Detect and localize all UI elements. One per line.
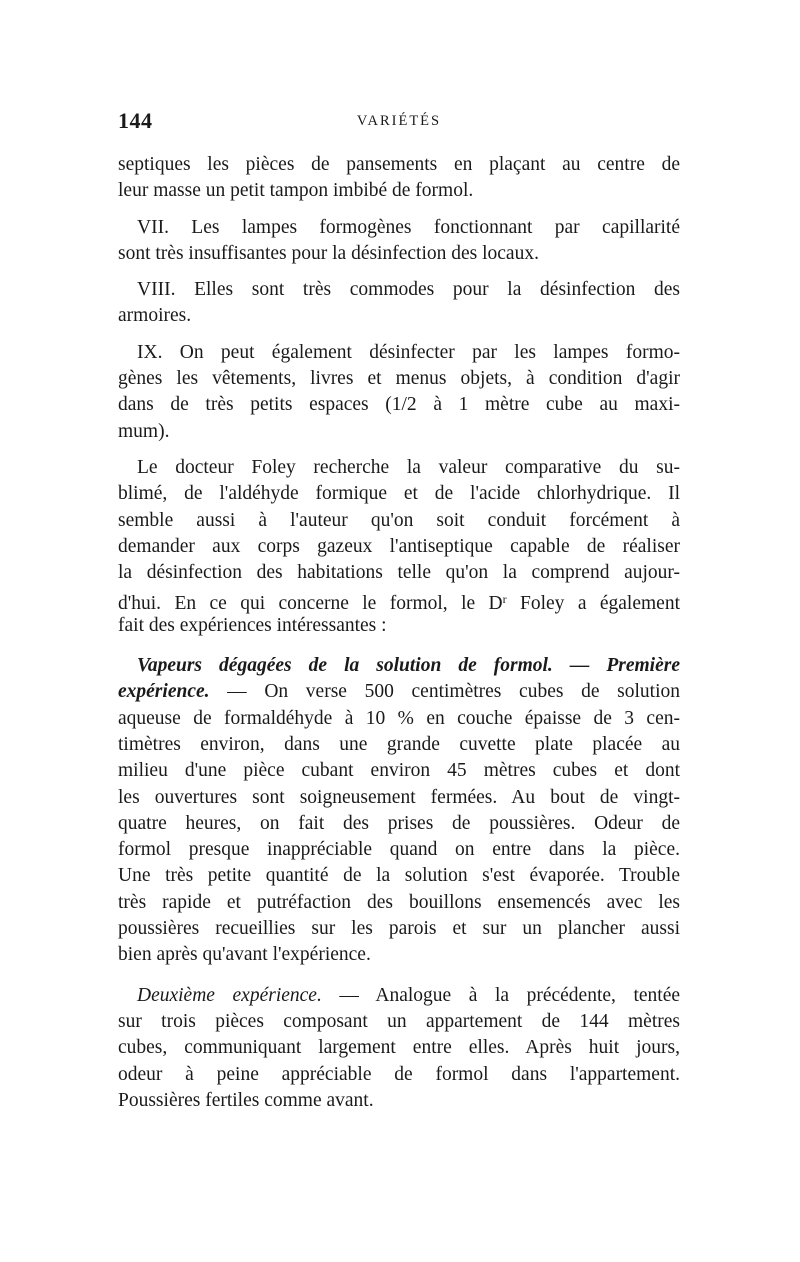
text-line: sont très insuffisantes pour la désinfection des locaux. [118,242,539,264]
text-line: odeur à peine appréciable de formol dans l'appartement. [118,1063,680,1085]
text-line: sur trois pièces composant un appartement de 144 mètres [118,1010,680,1032]
text-line: Poussières fertiles comme avant. [118,1089,374,1111]
running-head: VARIÉTÉS [356,113,442,129]
superscript: r [502,592,507,607]
text-line: timètres environ, dans une grande cuvette plate placée au [118,733,680,755]
text-line: aqueuse de formaldéhyde à 10 % en couche épaisse de 3 cen- [118,707,680,729]
text-line [118,983,680,1009]
text-line: Le docteur Foley recherche la valeur comparative du su- [137,456,680,478]
page-header [118,108,680,138]
text-line: gènes les vêtements, livres et menus objets, à condition d'agir [118,368,680,390]
text-line: fait des expériences intéressantes : [118,614,387,636]
text-line: quatre heures, on fait des prises de poussières. Odeur de [118,812,680,834]
text-line: poussières recueillies sur les parois et sur un plancher aussi [118,918,680,940]
text-line: VIII. Elles sont très commodes pour la désinfection des [137,279,680,301]
text-line: formol presque inappréciable quand on entre dans la pièce. [118,839,680,861]
text-line: les ouvertures sont soigneusement fermées. Au bout de vingt- [118,786,680,808]
text-line: demander aux corps gazeux l'antiseptique capable de réaliser [118,535,680,557]
text-line: septiques les pièces de pansements en plaçant au centre de [118,154,680,175]
text-line: semble aussi à l'auteur qu'on soit conduit forcément à [118,509,680,531]
text-line: IX. On peut également désinfecter par les lampes formo- [137,341,680,363]
text-line: bien après qu'avant l'expérience. [118,944,371,966]
text-segment: Foley a également [506,593,680,615]
text-line: dans de très petits espaces (1/2 à 1 mètre cube au maxi- [118,394,680,416]
text-line: la désinfection des habitations telle qu'on la comprend aujour- [118,562,680,584]
page-number: 144 [118,108,153,133]
text-line [118,586,680,615]
text-segment: — Analogue à la précédente, tentée [321,984,681,1006]
text-line: blimé, de l'aldéhyde formique et de l'acide chlorhydrique. Il [118,483,680,505]
text-line: cubes, communiquant largement entre elles. Après huit jours, [118,1037,680,1059]
text-line: mum). [118,420,170,442]
body-text [118,152,680,1114]
section-heading: expérience. [118,681,210,703]
text-line [118,679,680,705]
text-line: très rapide et putréfaction des bouillons ensemencés avec les [118,891,680,913]
text-segment: d'hui. En ce qui concerne le formol, le D [118,593,503,615]
text-line: milieu d'une pièce cubant environ 45 mètres cubes et dont [118,760,680,782]
section-heading: Deuxième expérience. [137,984,322,1006]
section-heading: Vapeurs dégagées de la solution de formol. — Première [137,655,680,677]
text-line: VII. Les lampes formogènes fonctionnant par capillarité [137,216,680,238]
text-line: armoires. [118,305,192,327]
text-line: Une très petite quantité de la solution s'est évaporée. Trouble [118,865,680,887]
text-line: leur masse un petit tampon imbibé de formol. [118,180,474,202]
text-segment: — On verse 500 centimètres cubes de solution [209,681,680,703]
